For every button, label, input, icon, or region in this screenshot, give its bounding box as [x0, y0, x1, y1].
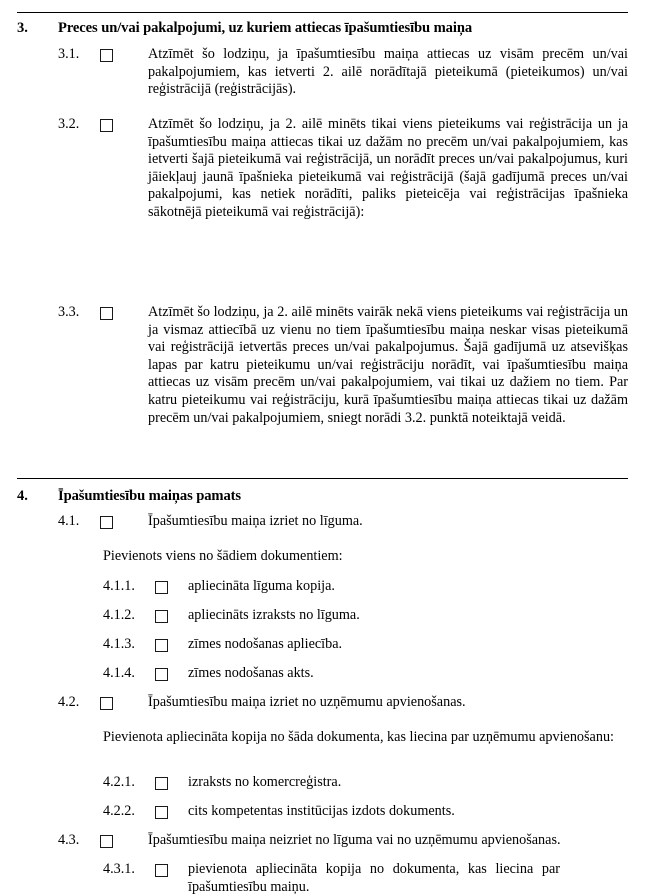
item-4-1-1-text: apliecināta līguma kopija. — [188, 578, 335, 594]
section-4-title: Īpašumtiesību maiņas pamats — [58, 488, 242, 504]
item-3-3-number: 3.3. — [58, 304, 80, 320]
mid-separator-rule — [17, 478, 628, 479]
top-separator-rule — [17, 12, 628, 13]
section-3-heading — [17, 20, 628, 36]
item-4-3-text: Īpašumtiesību maiņa neizriet no līguma vai no uzņēmumu apvienošanas. — [148, 832, 561, 848]
checkbox-3-2[interactable] — [100, 119, 113, 132]
note-4-1: Pievienots viens no šādiem dokumentiem: — [103, 548, 343, 564]
item-4-1-3-number: 4.1.3. — [103, 636, 135, 652]
section-3-number: 3. — [17, 20, 28, 36]
item-4-2-2-text: cits kompetentas institūcijas izdots dokuments. — [188, 803, 455, 819]
item-4-2-2-number: 4.2.2. — [103, 803, 135, 819]
item-3-1-number: 3.1. — [58, 46, 80, 62]
checkbox-4-3[interactable] — [100, 835, 113, 848]
checkbox-3-1[interactable] — [100, 49, 113, 62]
item-4-1-2-number: 4.1.2. — [103, 607, 135, 623]
item-4-1-text: Īpašumtiesību maiņa izriet no līguma. — [148, 513, 363, 529]
item-4-1-3-text: zīmes nodošanas apliecība. — [188, 636, 343, 652]
item-4-3-number: 4.3. — [58, 832, 80, 848]
item-4-1-4-number: 4.1.4. — [103, 665, 135, 681]
item-4-1-1-number: 4.1.1. — [103, 578, 135, 594]
item-4-2-1-number: 4.2.1. — [103, 774, 135, 790]
checkbox-4-1[interactable] — [100, 516, 113, 529]
item-4-2-number: 4.2. — [58, 694, 80, 710]
item-4-1-number: 4.1. — [58, 513, 80, 529]
item-4-3-1-text: pievienota apliecināta kopija no dokumenta, kas liecina par īpašumtiesību maiņu. — [188, 861, 560, 895]
item-4-2-text: Īpašumtiesību maiņa izriet no uzņēmumu apvienošanas. — [148, 694, 466, 710]
checkbox-4-1-3[interactable] — [155, 639, 168, 652]
checkbox-4-1-4[interactable] — [155, 668, 168, 681]
section-4-number: 4. — [17, 488, 28, 504]
checkbox-4-2-1[interactable] — [155, 777, 168, 790]
checkbox-4-2-2[interactable] — [155, 806, 168, 819]
section-4-heading — [17, 488, 628, 504]
checkbox-4-1-1[interactable] — [155, 581, 168, 594]
note-4-2: Pievienota apliecināta kopija no šāda dokumenta, kas liecina par uzņēmumu apvienošanu: — [103, 729, 614, 745]
item-4-1-2-text: apliecināts izraksts no līguma. — [188, 607, 360, 623]
checkbox-4-1-2[interactable] — [155, 610, 168, 623]
item-4-2-1-text: izraksts no komercreģistra. — [188, 774, 342, 790]
item-3-2-number: 3.2. — [58, 116, 80, 132]
item-3-2-text: Atzīmēt šo lodziņu, ja 2. ailē minēts tikai viens pieteikums vai reģistrācija un ja īpašumtiesību maiņa attiecas tikai uz dažām no precēm un/vai pakalpojumiem, kas ietverti šajā pieteikumā vai reģistrācijā, un norādīt preces un/vai pakalpojumus, kuri jāiekļauj jaunā īpašnieka pieteikumā vai reģistrācijā (šajā gadījumā preces un/vai pakalpojumi, kas netiek norādīti, paliks pieteicēja vai reģistrācijas īpašnieka sākotnējā pieteikumā vai reģistrācijā): — [148, 116, 628, 220]
checkbox-4-3-1[interactable] — [155, 864, 168, 877]
checkbox-4-2[interactable] — [100, 697, 113, 710]
item-3-1-text: Atzīmēt šo lodziņu, ja īpašumtiesību maiņa attiecas uz visām precēm un/vai pakalpojumiem, kas ietverti 2. ailē norādītajā pieteikumā (pieteikumos) un/vai reģistrācijā (reģistrācijās). — [148, 46, 628, 98]
section-3-title: Preces un/vai pakalpojumi, uz kuriem attiecas īpašumtiesību maiņa — [58, 20, 473, 36]
item-4-3-1-number: 4.3.1. — [103, 861, 135, 877]
item-3-3-text: Atzīmēt šo lodziņu, ja 2. ailē minēts vairāk nekā viens pieteikums vai reģistrācija un ja vismaz attiecībā uz vienu no tiem īpašumtiesību maiņa neskar visas pieteikumā vai reģistrācijā ietvertās preces un/vai pakalpojumus. Šajā gadījumā uz atsevišķas lapas par katru pieteikumu un/vai reģistrāciju norādīt, vai īpašumtiesību maiņa attiecas uz visām precēm un/vai pakalpojumiem, vai tikai uz dažiem no tiem. Par katru pieteikumu vai reģistrāciju, kurā īpašumtiesību maiņa attiecas tikai uz dažām precēm un/vai pakalpojumiem, sniegt norādi 3.2. punktā noteiktajā veidā. — [148, 304, 628, 426]
checkbox-3-3[interactable] — [100, 307, 113, 320]
item-4-1-4-text: zīmes nodošanas akts. — [188, 665, 314, 681]
